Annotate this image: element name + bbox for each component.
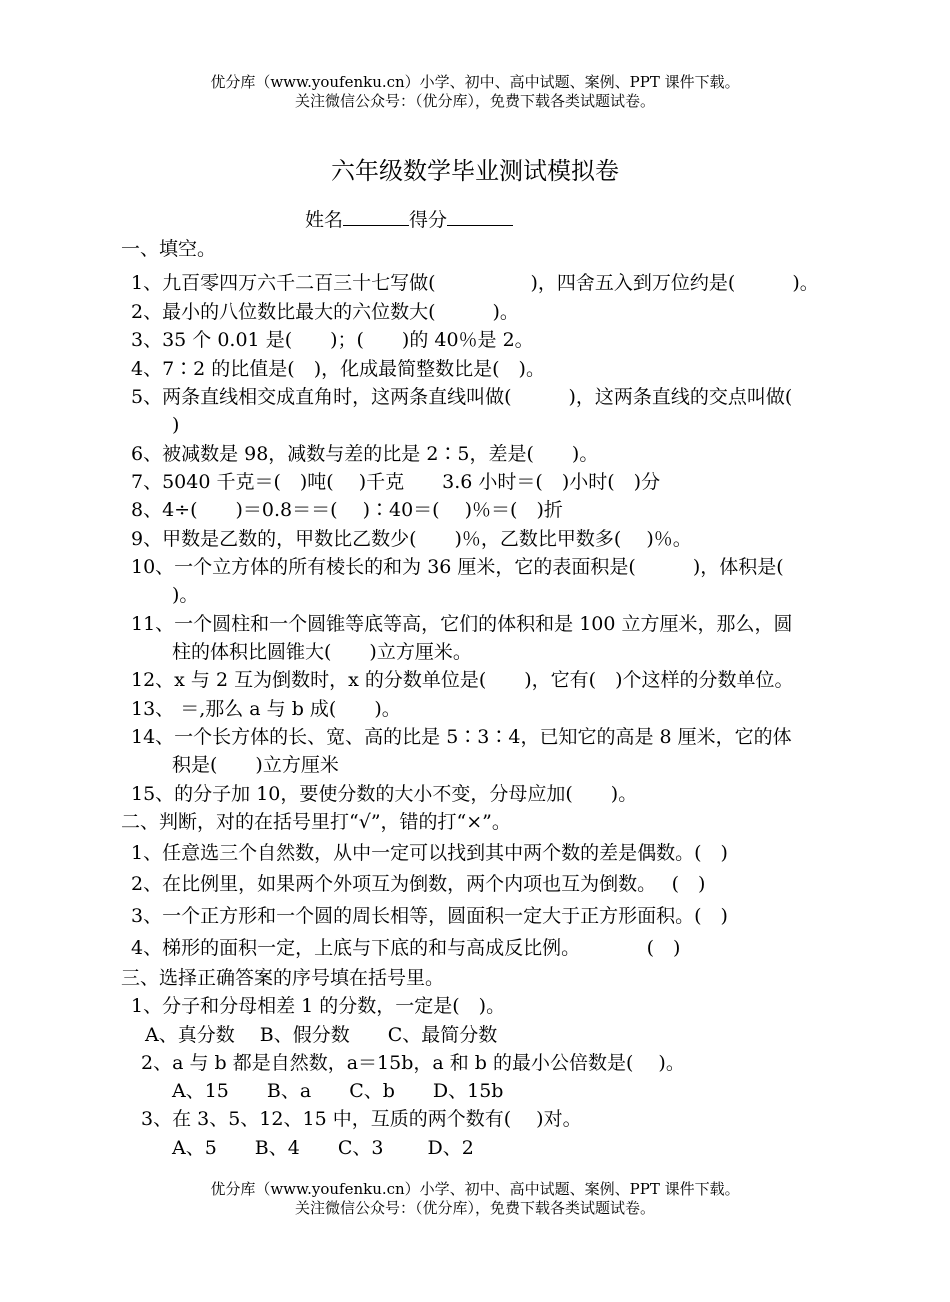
judge-question-1: 1、任意选三个自然数，从中一定可以找到其中两个数的差是偶数。( )	[131, 842, 728, 864]
fill-question-11-cont: 柱的体积比圆锥大( )立方厘米。	[172, 641, 472, 663]
fill-question-1: 1、九百零四万六千二百三十七写做( )，四舍五入到万位约是( )。	[131, 272, 819, 294]
footer-line-2: 关注微信公众号：（优分库），免费下载各类试题试卷。	[294, 1199, 655, 1217]
choice-question-3-options: A、5 B、4 C、3 D、2	[172, 1137, 474, 1159]
header-line-1: 优分库（www.youfenku.cn）小学、初中、高中试题、案例、PPT 课件下载。	[210, 73, 740, 91]
choice-question-1-options: A、真分数 B、假分数 C、最简分数	[145, 1024, 498, 1046]
fill-question-3: 3、35 个 0.01 是( )；( )的 40％是 2。	[131, 329, 534, 351]
fill-question-8: 8、4÷( )＝0.8＝＝( )∶40＝( )％＝( )折	[131, 499, 563, 521]
fill-question-6: 6、被减数是 98，减数与差的比是 2∶5，差是( )。	[131, 443, 599, 465]
fill-question-14: 14、一个长方体的长、宽、高的比是 5∶3∶4，已知它的高是 8 厘米，它的体	[131, 726, 792, 748]
page-title: 六年级数学毕业测试模拟卷	[331, 157, 619, 185]
fill-question-9: 9、甲数是乙数的，甲数比乙数少( )％，乙数比甲数多( )％。	[131, 528, 692, 550]
fill-question-5-cont: )	[172, 414, 180, 436]
fill-question-11: 11、一个圆柱和一个圆锥等底等高，它们的体积和是 100 立方厘米，那么，圆	[131, 613, 793, 635]
fill-question-2: 2、最小的八位数比最大的六位数大( )。	[131, 301, 519, 323]
name-score-line	[305, 207, 513, 233]
header-line-2: 关注微信公众号：（优分库），免费下载各类试题试卷。	[294, 92, 655, 110]
judge-question-3: 3、一个正方形和一个圆的周长相等，圆面积一定大于正方形面积。( )	[131, 905, 728, 927]
page-header	[0, 73, 950, 111]
choice-question-1: 1、分子和分母相差 1 的分数，一定是( )。	[131, 995, 506, 1017]
judge-question-2: 2、在比例里，如果两个外项互为倒数，两个内项也互为倒数。 ( )	[131, 873, 706, 895]
fill-question-5: 5、两条直线相交成直角时，这两条直线叫做( )，这两条直线的交点叫做(	[131, 386, 793, 408]
choice-question-3: 3、在 3、5、12、15 中，互质的两个数有( )对。	[141, 1108, 582, 1130]
section-fill-heading: 一、填空。	[121, 238, 217, 260]
choice-question-2: 2、a 与 b 都是自然数，a＝15b，a 和 b 的最小公倍数是( )。	[141, 1052, 685, 1074]
fill-question-12: 12、x 与 2 互为倒数时，x 的分数单位是( )，它有( )个这样的分数单位。	[131, 669, 794, 691]
score-blank	[447, 207, 513, 226]
name-label: 姓名	[305, 209, 344, 231]
fill-question-4: 4、7∶2 的比值是( )，化成最简整数比是( )。	[131, 358, 545, 380]
judge-question-4: 4、梯形的面积一定，上底与下底的和与高成反比例。 ( )	[131, 937, 681, 959]
fill-question-14-cont: 积是( )立方厘米	[172, 754, 339, 776]
section-choice-heading: 三、选择正确答案的序号填在括号里。	[121, 967, 445, 989]
page-footer	[0, 1180, 950, 1218]
section-judge-heading: 二、判断，对的在括号里打“√”，错的打“×”。	[121, 811, 511, 833]
fill-question-13: 13、 ＝,那么 a 与 b 成( )。	[131, 698, 401, 720]
score-label: 得分	[409, 209, 448, 231]
fill-question-7: 7、5040 千克＝( )吨( )千克 3.6 小时＝( )小时( )分	[131, 471, 661, 493]
footer-line-1: 优分库（www.youfenku.cn）小学、初中、高中试题、案例、PPT 课件下载。	[210, 1180, 740, 1198]
choice-question-2-options: A、15 B、a C、b D、15b	[172, 1080, 504, 1102]
fill-question-10-cont: )。	[172, 584, 199, 606]
fill-question-15: 15、的分子加 10，要使分数的大小不变，分母应加( )。	[131, 783, 638, 805]
fill-question-10: 10、一个立方体的所有棱长的和为 36 厘米，它的表面积是( )，体积是(	[131, 556, 784, 578]
name-blank	[343, 207, 409, 226]
